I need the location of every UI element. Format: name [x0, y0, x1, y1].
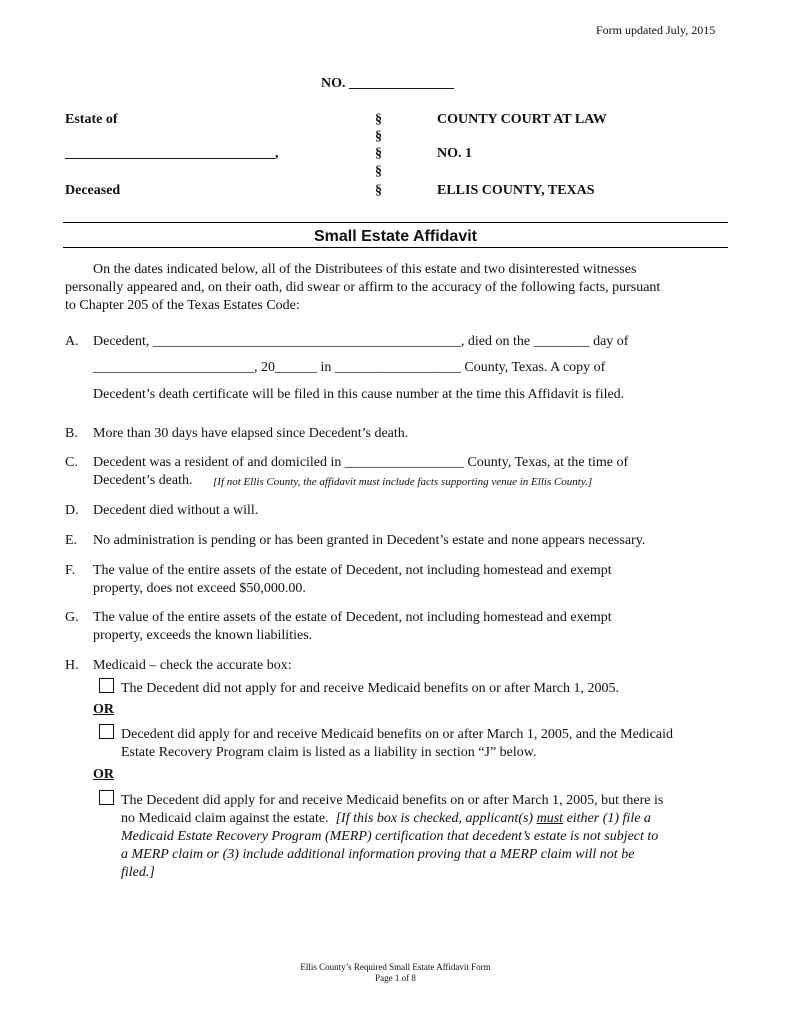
item-label: C. — [65, 455, 78, 470]
venue-note: [If not Ellis County, the affidavit must include facts supporting venue in Ellis County.] — [213, 476, 593, 488]
court-county: ELLIS COUNTY, TEXAS — [437, 183, 595, 198]
item-text: Decedent died without a will. — [93, 503, 259, 518]
intro-line: personally appeared and, on their oath, did swear or affirm to the accuracy of the following facts, pursuant — [65, 280, 661, 295]
page-title: Small Estate Affidavit — [313, 228, 477, 245]
item-label: F. — [65, 563, 76, 578]
medicaid-option-1-label: The Decedent did not apply for and receive Medicaid benefits on or after March 1, 2005. — [121, 681, 619, 696]
court-name: COUNTY COURT AT LAW — [437, 112, 607, 127]
section-mark: § — [375, 112, 382, 127]
item-text: Medicaid – check the accurate box: — [93, 658, 292, 673]
item-text: Decedent was a resident of and domiciled in _________________ County, Texas, at the time of — [93, 455, 629, 470]
item-text: No administration is pending or has been granted in Decedent’s estate and none appears necessary. — [93, 533, 646, 548]
medicaid-option-2-checkbox[interactable] — [99, 724, 114, 739]
medicaid-option-3-checkbox[interactable] — [99, 790, 114, 805]
medicaid-option-3-text: no Medicaid claim against the estate. — [121, 811, 329, 826]
item-label: D. — [65, 503, 79, 518]
section-mark: § — [375, 183, 382, 198]
item-text: Decedent, ____________________________________________, died on the ________ day of — [93, 334, 629, 349]
footer-page-number: Page 1 of 8 — [375, 973, 416, 983]
section-mark: § — [375, 129, 382, 144]
item-text: property, does not exceed $50,000.00. — [93, 581, 306, 596]
item-text: property, exceeds the known liabilities. — [93, 628, 313, 643]
title-bottom-rule — [63, 247, 728, 248]
medicaid-option-2-label: Estate Recovery Program claim is listed as a liability in section “J” below. — [121, 745, 537, 760]
item-label: A. — [65, 334, 79, 349]
merp-instruction: either (1) file a — [566, 811, 651, 826]
item-text: Decedent’s death certificate will be filed in this cause number at the time this Affidavit is filed. — [93, 387, 625, 402]
must-emphasis: must — [536, 811, 564, 826]
item-label: G. — [65, 610, 79, 625]
merp-instruction: [If this box is checked, applicant(s) — [335, 811, 534, 826]
medicaid-option-3-label — [121, 811, 651, 827]
medicaid-option-1-checkbox[interactable] — [99, 678, 114, 693]
intro-line: to Chapter 205 of the Texas Estates Code: — [65, 298, 300, 313]
deceased-label: Deceased — [65, 183, 121, 198]
or-separator: OR — [93, 767, 114, 782]
estate-name-line: ______________________________, — [65, 146, 279, 161]
item-label: E. — [65, 533, 78, 548]
merp-instruction: filed.] — [121, 865, 155, 880]
estate-of-label: Estate of — [65, 112, 118, 127]
section-mark: § — [375, 146, 382, 161]
medicaid-option-2-label: Decedent did apply for and receive Medicaid benefits on or after March 1, 2005, and the Medicaid — [121, 727, 674, 742]
item-text: Decedent’s death. — [93, 473, 193, 488]
item-label: H. — [65, 658, 79, 673]
medicaid-option-3-label: The Decedent did apply for and receive Medicaid benefits on or after March 1, 2005, but there is — [121, 793, 664, 808]
or-separator: OR — [93, 702, 114, 717]
title-top-rule — [63, 222, 728, 223]
intro-line: On the dates indicated below, all of the Distributees of this estate and two disinterested witnesses — [93, 262, 637, 277]
merp-instruction: Medicaid Estate Recovery Program (MERP) certification that decedent’s estate is not subject to — [121, 829, 659, 844]
footer-form-name: Ellis County’s Required Small Estate Affidavit Form — [300, 962, 491, 972]
form-updated-date: Form updated July, 2015 — [596, 23, 716, 37]
item-text: More than 30 days have elapsed since Decedent’s death. — [93, 426, 409, 441]
item-text: The value of the entire assets of the estate of Decedent, not including homestead and exempt — [93, 563, 612, 578]
merp-instruction: a MERP claim or (3) include additional information proving that a MERP claim will not be — [121, 847, 635, 862]
item-text: _______________________, 20______ in __________________ County, Texas. A copy of — [93, 360, 606, 375]
cause-number: NO. _______________ — [321, 76, 454, 91]
section-mark: § — [375, 164, 382, 179]
item-label: B. — [65, 426, 78, 441]
item-text: The value of the entire assets of the estate of Decedent, not including homestead and exempt — [93, 610, 612, 625]
court-number: NO. 1 — [437, 146, 472, 161]
